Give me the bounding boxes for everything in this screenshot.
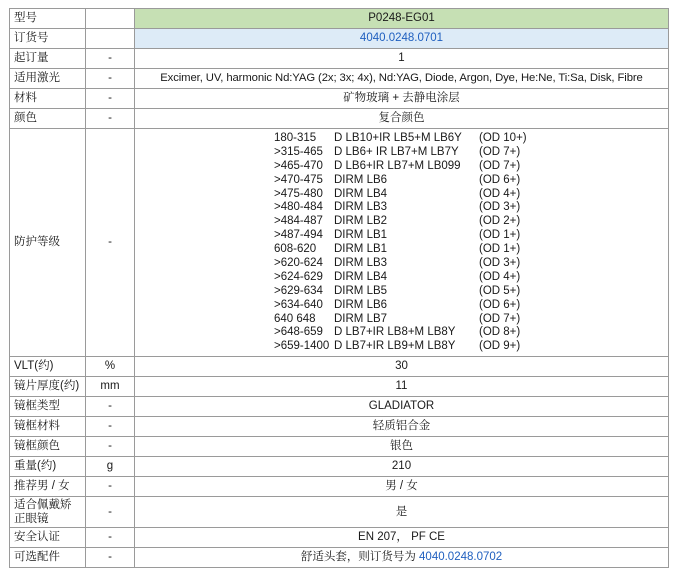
- protection-od: (OD 4+): [479, 187, 521, 200]
- protection-od: (OD 8+): [479, 326, 521, 339]
- protection-od: (OD 9+): [479, 340, 521, 353]
- protection-range: >480-484: [274, 201, 323, 214]
- protection-od: (OD 5+): [479, 284, 521, 297]
- protection-level-row: [274, 243, 668, 257]
- moq-unit: -: [86, 49, 135, 69]
- rx-label: 适合佩戴矫正眼镜: [10, 497, 86, 528]
- frame-color-value: 银色: [135, 437, 669, 457]
- protection-level-row: [274, 174, 668, 188]
- protection-filter: DIRM LB6: [334, 298, 388, 311]
- row-order-no: [10, 29, 669, 49]
- protection-range: 608-620: [274, 243, 317, 256]
- row-laser: [10, 69, 669, 89]
- protection-level-row: [274, 146, 668, 160]
- protection-filter: DIRM LB4: [334, 270, 388, 283]
- protection-range: >634-640: [274, 298, 323, 311]
- protection-levels-cell: [135, 129, 669, 357]
- cert-label: 安全认证: [10, 528, 86, 548]
- protection-od: (OD 2+): [479, 215, 521, 228]
- thickness-value: 11: [135, 377, 669, 397]
- protection-range: >487-494: [274, 229, 323, 242]
- frame-type-value: GLADIATOR: [135, 397, 669, 417]
- protection-od: (OD 4+): [479, 270, 521, 283]
- weight-label: 重量(约): [10, 457, 86, 477]
- row-frame-type: [10, 397, 669, 417]
- protection-range: >465-470: [274, 159, 323, 172]
- vlt-value: 30: [135, 357, 669, 377]
- gender-unit: -: [86, 477, 135, 497]
- model-label: 型号: [10, 9, 86, 29]
- protection-level-row: [274, 215, 668, 229]
- protection-unit: -: [86, 129, 135, 357]
- accessory-value-text: 舒适头套，则订货号为: [300, 551, 420, 564]
- row-frame-color: [10, 437, 669, 457]
- material-unit: -: [86, 89, 135, 109]
- cert-value: EN 207， PF CE: [135, 528, 669, 548]
- protection-od: (OD 7+): [479, 145, 521, 158]
- protection-range: >624-629: [274, 270, 323, 283]
- protection-level-row: [274, 132, 668, 146]
- protection-range: >629-634: [274, 284, 323, 297]
- protection-od: (OD 6+): [479, 173, 521, 186]
- laser-label: 适用激光: [10, 69, 86, 89]
- protection-level-row: [274, 229, 668, 243]
- accessory-unit: -: [86, 548, 135, 568]
- accessory-label: 可选配件: [10, 548, 86, 568]
- row-material: [10, 89, 669, 109]
- accessory-order-no-link[interactable]: 4040.0248.0702: [419, 551, 503, 564]
- weight-unit: g: [86, 457, 135, 477]
- protection-level-row: [274, 257, 668, 271]
- row-color: [10, 109, 669, 129]
- protection-filter: DIRM LB2: [334, 215, 388, 228]
- protection-filter: D LB6+ IR LB7+M LB7Y: [334, 145, 459, 158]
- frame-material-label: 镜框材料: [10, 417, 86, 437]
- row-protection: [10, 129, 669, 357]
- protection-level-row: [274, 340, 668, 354]
- protection-filter: D LB7+IR LB8+M LB8Y: [334, 326, 456, 339]
- protection-range: 640 648: [274, 312, 316, 325]
- frame-color-unit: -: [86, 437, 135, 457]
- protection-od: (OD 3+): [479, 201, 521, 214]
- protection-od: (OD 6+): [479, 298, 521, 311]
- moq-value: 1: [135, 49, 669, 69]
- protection-od: (OD 10+): [479, 132, 527, 144]
- protection-level-row: [274, 299, 668, 313]
- row-accessory: [10, 548, 669, 568]
- model-unit: [86, 9, 135, 29]
- color-label: 颜色: [10, 109, 86, 129]
- protection-filter: DIRM LB5: [334, 284, 388, 297]
- thickness-unit: mm: [86, 377, 135, 397]
- laser-value: Excimer, UV, harmonic Nd:YAG (2x; 3x; 4x), Nd:YAG, Diode, Argon, Dye, He:Ne, Ti:Sa, Disk, Fibre: [135, 69, 669, 89]
- row-weight: [10, 457, 669, 477]
- frame-material-unit: -: [86, 417, 135, 437]
- protection-range: 180-315: [274, 132, 317, 144]
- row-moq: [10, 49, 669, 69]
- protection-filter: DIRM LB3: [334, 201, 388, 214]
- protection-range: >315-465: [274, 145, 323, 158]
- protection-filter: D LB7+IR LB9+M LB8Y: [334, 340, 456, 353]
- protection-range: >659-1400: [274, 340, 330, 353]
- material-value: 矿物玻璃 + 去静电涂层: [135, 89, 669, 109]
- rx-unit: -: [86, 497, 135, 528]
- protection-levels-list: [274, 132, 668, 354]
- protection-od: (OD 7+): [479, 159, 521, 172]
- row-rx: [10, 497, 669, 528]
- rx-value: 是: [135, 497, 669, 528]
- row-thickness: [10, 377, 669, 397]
- protection-label: 防护等级: [10, 129, 86, 357]
- color-value: 复合颜色: [135, 109, 669, 129]
- vlt-unit: %: [86, 357, 135, 377]
- order-no-label: 订货号: [10, 29, 86, 49]
- protection-level-row: [274, 160, 668, 174]
- protection-od: (OD 1+): [479, 229, 521, 242]
- frame-type-label: 镜框类型: [10, 397, 86, 417]
- protection-range: >620-624: [274, 257, 323, 270]
- protection-filter: D LB6+IR LB7+M LB099: [334, 159, 461, 172]
- row-frame-material: [10, 417, 669, 437]
- weight-value: 210: [135, 457, 669, 477]
- protection-level-row: [274, 313, 668, 327]
- protection-od: (OD 1+): [479, 243, 521, 256]
- accessory-value: [135, 548, 669, 568]
- protection-filter: DIRM LB1: [334, 243, 388, 256]
- protection-od: (OD 7+): [479, 312, 521, 325]
- protection-level-row: [274, 285, 668, 299]
- cert-unit: -: [86, 528, 135, 548]
- frame-color-label: 镜框颜色: [10, 437, 86, 457]
- protection-filter: D LB10+IR LB5+M LB6Y: [334, 132, 462, 144]
- material-label: 材料: [10, 89, 86, 109]
- protection-range: >484-487: [274, 215, 323, 228]
- protection-od: (OD 3+): [479, 257, 521, 270]
- protection-level-row: [274, 188, 668, 202]
- protection-range: >470-475: [274, 173, 323, 186]
- protection-filter: DIRM LB6: [334, 173, 388, 186]
- protection-range: >475-480: [274, 187, 323, 200]
- row-gender: [10, 477, 669, 497]
- gender-value: 男 / 女: [135, 477, 669, 497]
- row-vlt: [10, 357, 669, 377]
- frame-type-unit: -: [86, 397, 135, 417]
- row-model: [10, 9, 669, 29]
- moq-label: 起订量: [10, 49, 86, 69]
- laser-unit: -: [86, 69, 135, 89]
- row-cert: [10, 528, 669, 548]
- protection-filter: DIRM LB3: [334, 257, 388, 270]
- model-value: P0248-EG01: [135, 9, 669, 29]
- vlt-label: VLT(约): [10, 357, 86, 377]
- frame-material-value: 轻质铝合金: [135, 417, 669, 437]
- color-unit: -: [86, 109, 135, 129]
- gender-label: 推荐男 / 女: [10, 477, 86, 497]
- protection-level-row: [274, 201, 668, 215]
- order-no-value[interactable]: 4040.0248.0701: [135, 29, 669, 49]
- spec-table: [9, 8, 669, 568]
- protection-level-row: [274, 271, 668, 285]
- order-no-unit: [86, 29, 135, 49]
- protection-filter: DIRM LB7: [334, 312, 388, 325]
- protection-level-row: [274, 326, 668, 340]
- protection-filter: DIRM LB1: [334, 229, 388, 242]
- thickness-label: 镜片厚度(约): [10, 377, 86, 397]
- protection-range: >648-659: [274, 326, 323, 339]
- protection-filter: DIRM LB4: [334, 187, 388, 200]
